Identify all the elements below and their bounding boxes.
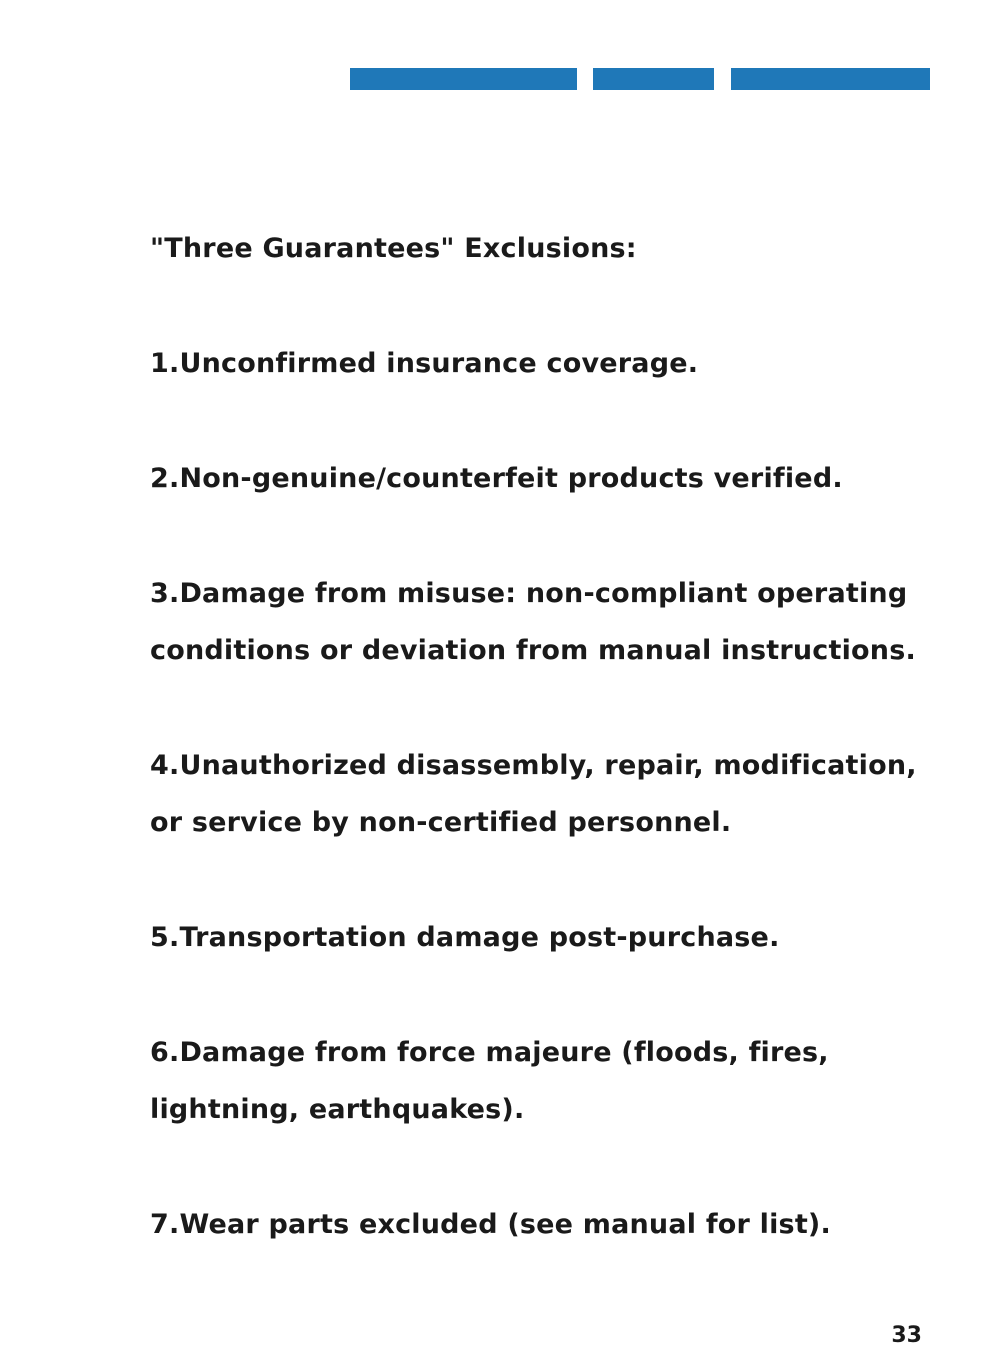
exclusion-item-4-line-2: or service by non-certified personnel. [150, 807, 732, 838]
exclusion-item-5-line-1: 5.Transportation damage post-purchase. [150, 922, 780, 953]
header-accent-bar-left [350, 68, 577, 90]
page-number: 33 [891, 1323, 922, 1348]
exclusion-item-1-line-1: 1.Unconfirmed insurance coverage. [150, 348, 699, 379]
exclusions-heading: "Three Guarantees" Exclusions: [150, 233, 637, 264]
exclusion-item-4-line-1: 4.Unauthorized disassembly, repair, modification, [150, 750, 917, 781]
exclusion-item-4 [150, 737, 917, 851]
exclusion-item-2 [150, 450, 910, 507]
exclusion-item-5 [150, 909, 910, 966]
exclusion-item-7 [150, 1196, 910, 1253]
exclusion-item-6-line-2: lightning, earthquakes). [150, 1094, 525, 1125]
exclusion-item-3-line-2: conditions or deviation from manual instructions. [150, 635, 916, 666]
exclusion-item-3-line-1: 3.Damage from misuse: non-compliant operating [150, 578, 908, 609]
exclusion-item-6-line-1: 6.Damage from force majeure (floods, fires, [150, 1037, 829, 1068]
exclusion-item-1 [150, 335, 910, 392]
exclusions-section [150, 220, 917, 1253]
exclusion-item-6 [150, 1024, 910, 1138]
exclusion-item-7-line-1: 7.Wear parts excluded (see manual for list). [150, 1209, 831, 1240]
exclusion-item-3 [150, 565, 916, 679]
exclusion-item-2-line-1: 2.Non-genuine/counterfeit products verified. [150, 463, 843, 494]
header-accent-bar-right [731, 68, 930, 90]
header-accent-bar-middle [593, 68, 714, 90]
exclusions-list [150, 335, 917, 1253]
